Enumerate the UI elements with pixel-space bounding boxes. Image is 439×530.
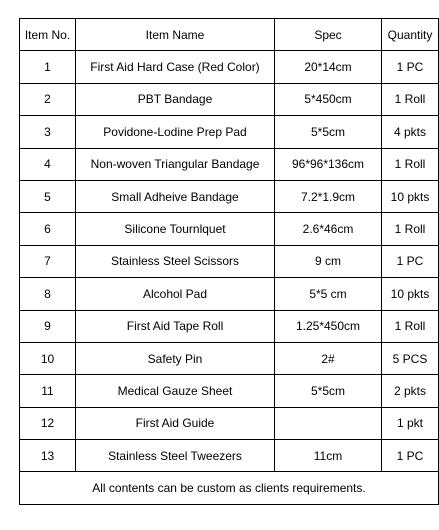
cell-item-name: Alcohol Pad [76, 278, 275, 310]
table-row [20, 310, 439, 342]
cell-quantity: 1 Roll [382, 83, 439, 115]
cell-spec: 11cm [275, 440, 382, 472]
cell-quantity: 1 PC [382, 51, 439, 83]
cell-spec: 5*5cm [275, 375, 382, 407]
cell-item-no: 9 [20, 310, 76, 342]
cell-spec: 20*14cm [275, 51, 382, 83]
cell-spec: 2# [275, 342, 382, 374]
header-row [20, 19, 439, 51]
header-spec: Spec [275, 19, 382, 51]
cell-spec: 5*5 cm [275, 278, 382, 310]
cell-spec: 9 cm [275, 245, 382, 277]
cell-item-no: 8 [20, 278, 76, 310]
contents-table [19, 18, 439, 505]
table-row [20, 180, 439, 212]
cell-quantity: 2 pkts [382, 375, 439, 407]
cell-item-no: 1 [20, 51, 76, 83]
header-item-name: Item Name [76, 19, 275, 51]
header-item-no: Item No. [20, 19, 76, 51]
table-row [20, 375, 439, 407]
cell-item-no: 3 [20, 116, 76, 148]
cell-quantity: 4 pkts [382, 116, 439, 148]
cell-spec: 5*450cm [275, 83, 382, 115]
cell-quantity: 1 PC [382, 245, 439, 277]
cell-item-name: Medical Gauze Sheet [76, 375, 275, 407]
cell-quantity: 10 pkts [382, 180, 439, 212]
table-row [20, 245, 439, 277]
table-body [20, 51, 439, 472]
cell-item-name: Safety Pin [76, 342, 275, 374]
cell-quantity: 1 Roll [382, 310, 439, 342]
cell-quantity: 1 PC [382, 440, 439, 472]
table-row [20, 83, 439, 115]
table-row [20, 278, 439, 310]
table-row [20, 213, 439, 245]
header-quantity: Quantity [382, 19, 439, 51]
footer-note: All contents can be custom as clients requirements. [20, 472, 439, 504]
table-row [20, 440, 439, 472]
cell-quantity: 10 pkts [382, 278, 439, 310]
cell-item-name: Non-woven Triangular Bandage [76, 148, 275, 180]
cell-spec: 7.2*1.9cm [275, 180, 382, 212]
cell-quantity: 1 pkt [382, 407, 439, 439]
cell-item-no: 2 [20, 83, 76, 115]
cell-spec: 1.25*450cm [275, 310, 382, 342]
table-row [20, 51, 439, 83]
footer-row [20, 472, 439, 504]
cell-item-name: First Aid Guide [76, 407, 275, 439]
cell-quantity: 1 Roll [382, 213, 439, 245]
cell-item-name: Silicone Tournlquet [76, 213, 275, 245]
cell-item-name: Stainless Steel Tweezers [76, 440, 275, 472]
cell-quantity: 5 PCS [382, 342, 439, 374]
cell-spec: 2.6*46cm [275, 213, 382, 245]
cell-item-name: First Aid Tape Roll [76, 310, 275, 342]
table-row [20, 116, 439, 148]
cell-item-name: Stainless Steel Scissors [76, 245, 275, 277]
cell-item-no: 10 [20, 342, 76, 374]
cell-quantity: 1 Roll [382, 148, 439, 180]
table-row [20, 342, 439, 374]
cell-item-name: PBT Bandage [76, 83, 275, 115]
cell-item-name: Povidone-Lodine Prep Pad [76, 116, 275, 148]
cell-item-no: 4 [20, 148, 76, 180]
cell-item-no: 12 [20, 407, 76, 439]
cell-item-no: 5 [20, 180, 76, 212]
cell-spec: 96*96*136cm [275, 148, 382, 180]
cell-item-name: Small Adheive Bandage [76, 180, 275, 212]
table-row [20, 407, 439, 439]
cell-item-no: 11 [20, 375, 76, 407]
cell-item-name: First Aid Hard Case (Red Color) [76, 51, 275, 83]
cell-spec [275, 407, 382, 439]
cell-item-no: 13 [20, 440, 76, 472]
cell-item-no: 6 [20, 213, 76, 245]
cell-spec: 5*5cm [275, 116, 382, 148]
table-row [20, 148, 439, 180]
cell-item-no: 7 [20, 245, 76, 277]
